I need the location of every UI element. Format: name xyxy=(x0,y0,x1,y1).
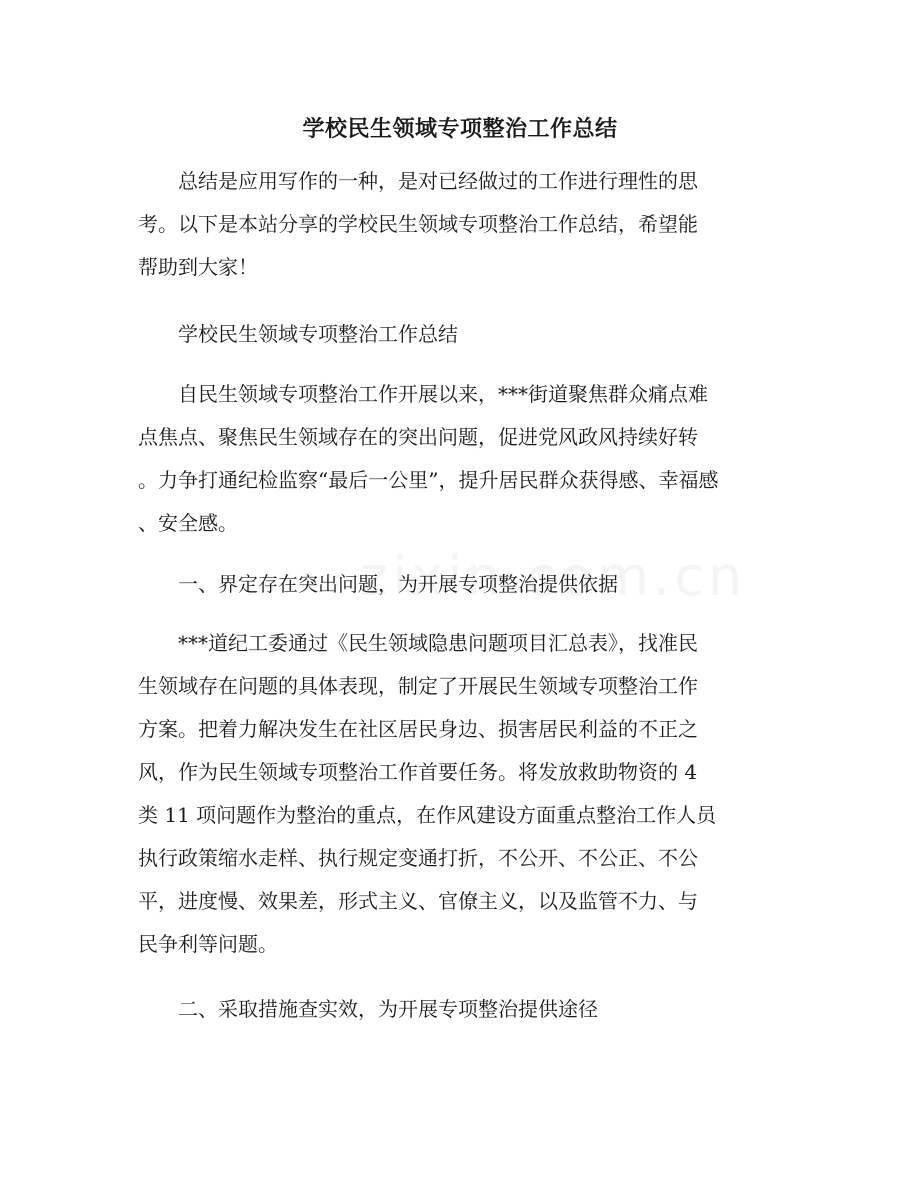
paragraph-line: 民争利等问题。 xyxy=(138,932,278,956)
paragraph-line: 。力争打通纪检监察“最后一公里”，提升居民群众获得感、幸福感 xyxy=(138,468,719,492)
paragraph-line: 类 11 项问题作为整治的重点，在作风建设方面重点整治工作人员 xyxy=(138,803,717,827)
paragraph-line: 帮助到大家！ xyxy=(138,255,258,279)
paragraph-line: 点焦点、聚焦民生领域存在的突出问题，促进党风政风持续好转 xyxy=(138,425,698,449)
section-heading-text: 一、界定存在突出问题，为开展专项整治提供依据 xyxy=(178,572,618,596)
paragraph-line: 、安全感。 xyxy=(138,511,238,535)
paragraph-line: 生领域存在问题的具体表现，制定了开展民生领域专项整治工作 xyxy=(138,674,698,698)
document-title: 学校民生领域专项整治工作总结 xyxy=(302,116,618,142)
paragraph-line: 自民生领域专项整治工作开展以来，***街道聚焦群众痛点难 xyxy=(178,382,708,406)
subtitle-text: 学校民生领域专项整治工作总结 xyxy=(178,322,458,346)
paragraph-line: 总结是应用写作的一种，是对已经做过的工作进行理性的思 xyxy=(178,169,698,193)
paragraph-line: ***道纪工委通过《民生领域隐患问题项目汇总表》，找准民 xyxy=(178,631,698,655)
paragraph-line: 方案。把着力解决发生在社区居民身边、损害居民利益的不正之 xyxy=(138,717,698,741)
paragraph-line: 考。以下是本站分享的学校民生领域专项整治工作总结，希望能 xyxy=(138,212,698,236)
paragraph-line: 平，进度慢、效果差，形式主义、官僚主义，以及监管不力、与 xyxy=(138,889,698,913)
section-heading-text: 二、采取措施查实效，为开展专项整治提供途径 xyxy=(178,997,598,1021)
paragraph-line: 风，作为民生领域专项整治工作首要任务。将发放救助物资的 4 xyxy=(138,760,698,784)
paragraph-line: 执行政策缩水走样、执行规定变通打折，不公开、不公正、不公 xyxy=(138,846,698,870)
